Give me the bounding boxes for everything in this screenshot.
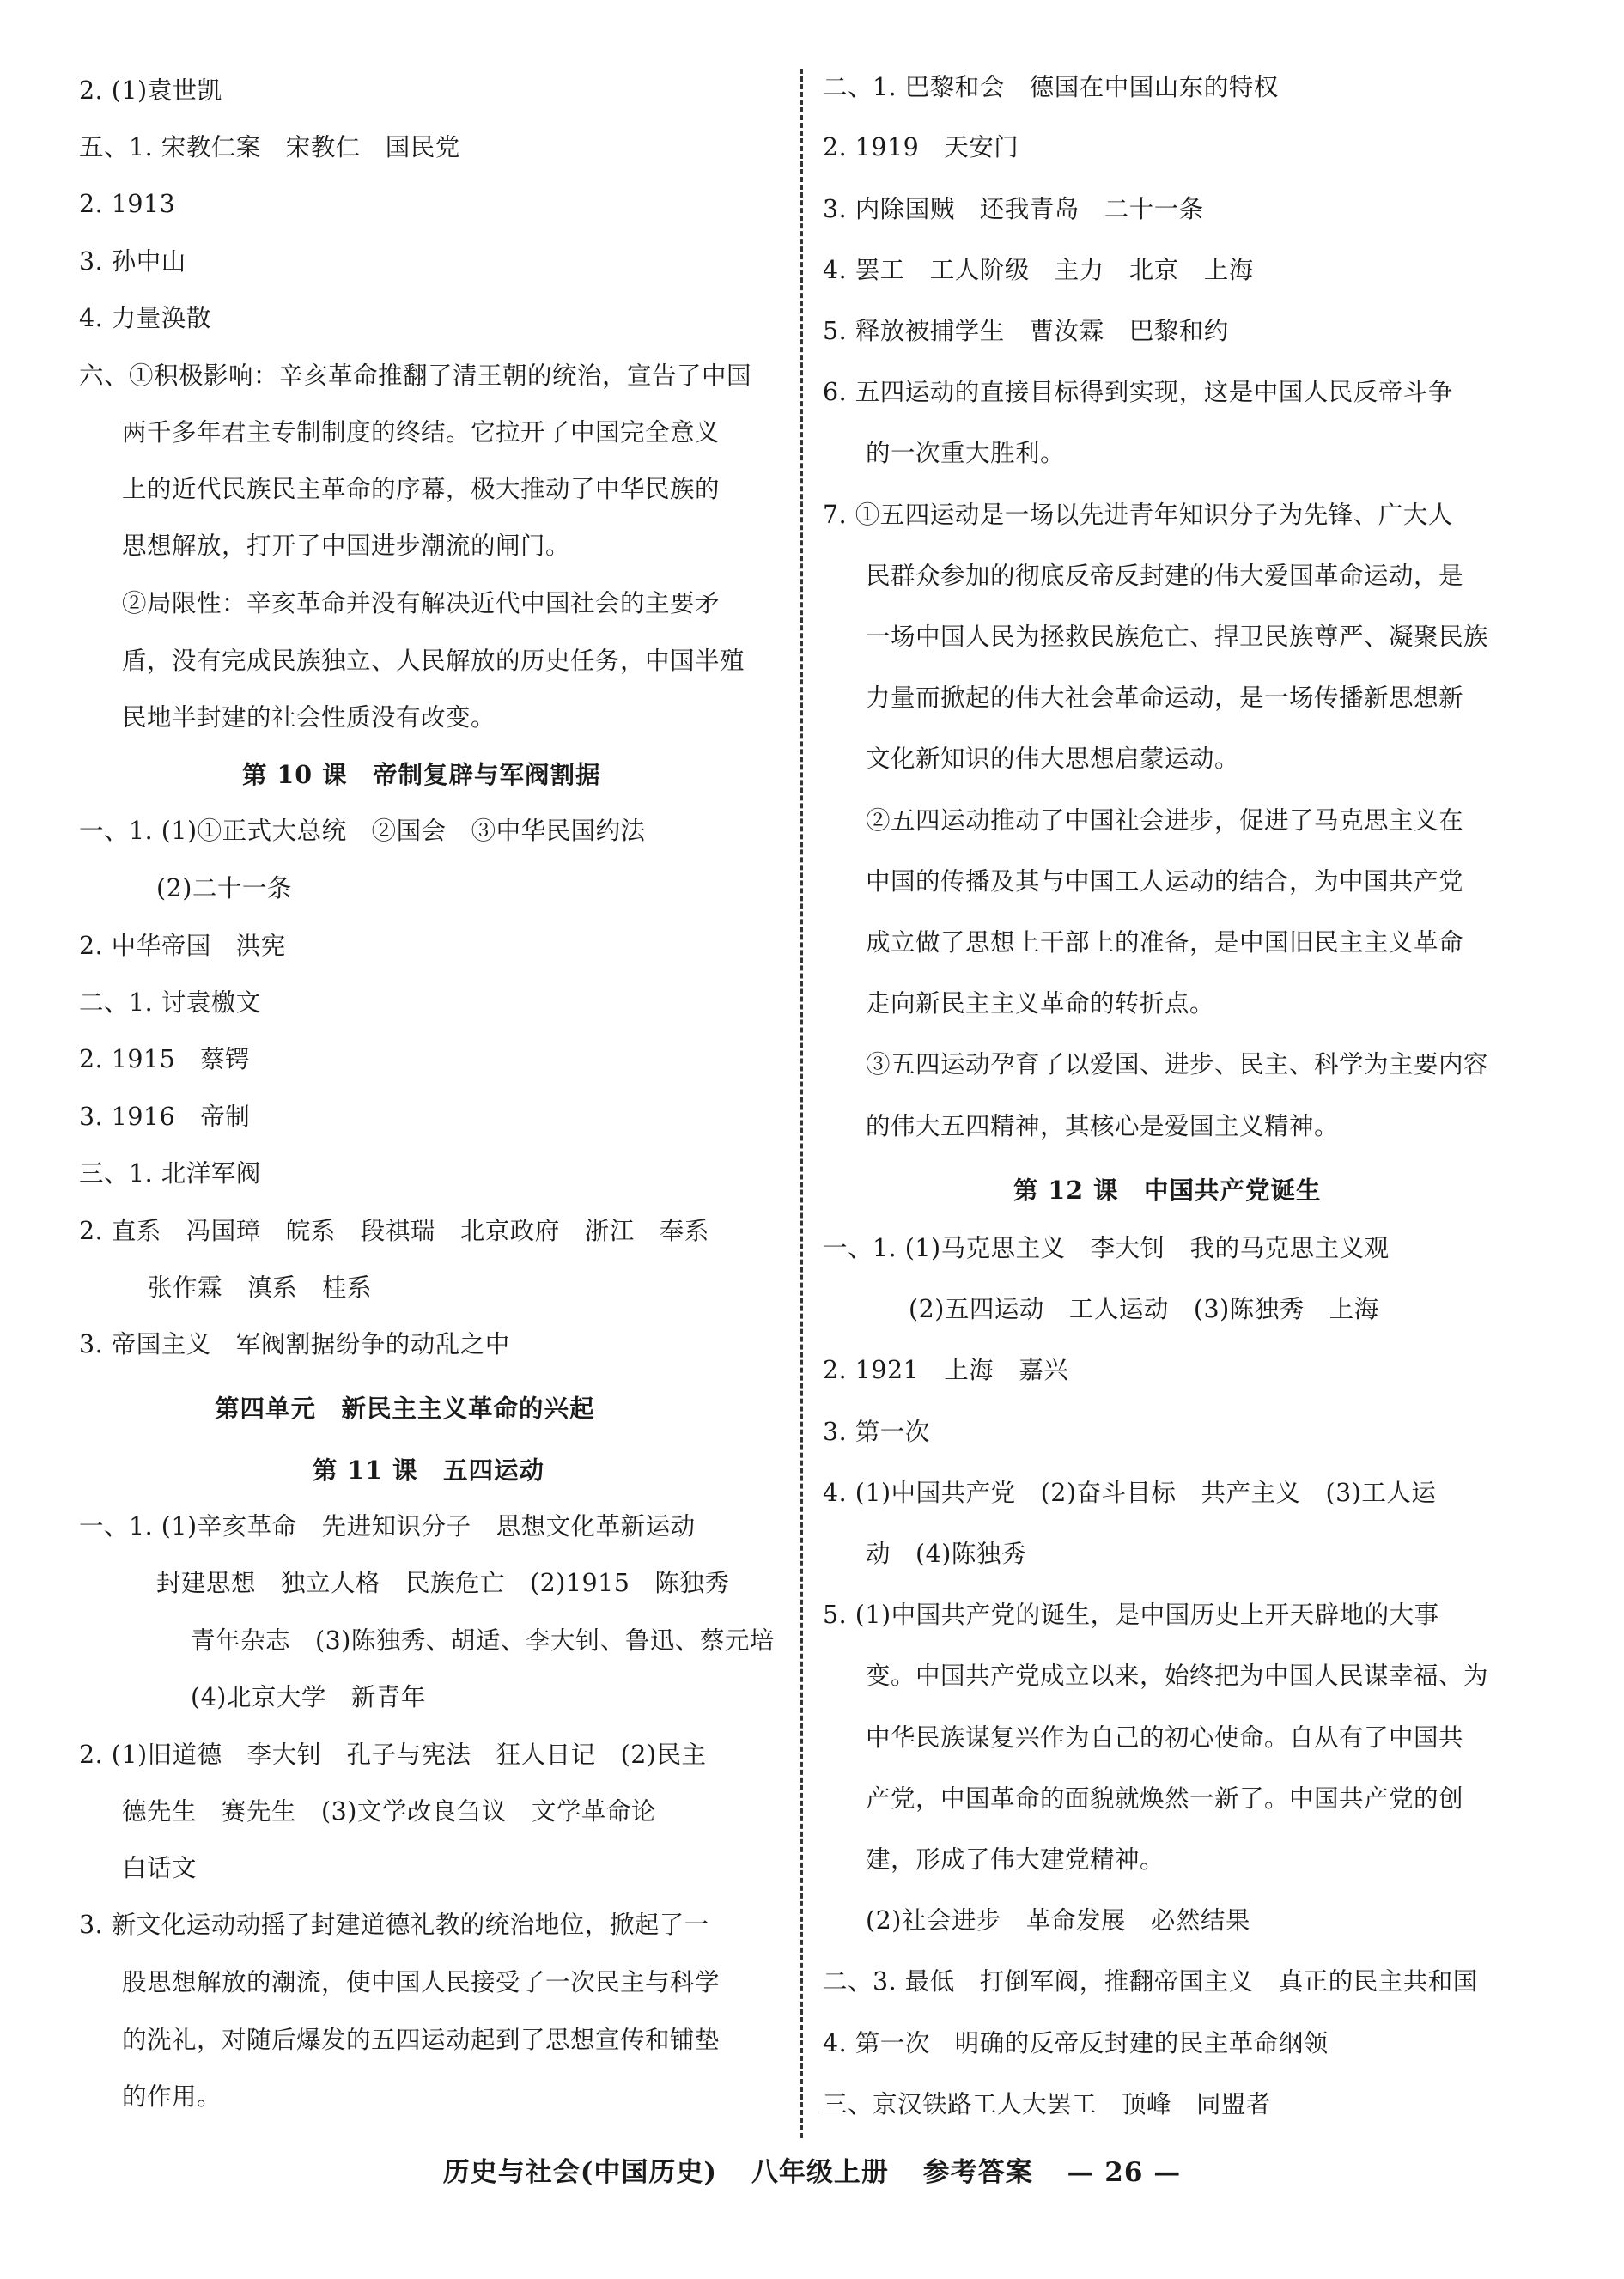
answer-line: 6. 五四运动的直接目标得到实现，这是中国人民反帝斗争 xyxy=(823,378,1453,406)
answer-line: 4. 力量涣散 xyxy=(79,304,211,332)
answer-line: 三、京汉铁路工人大罢工 顶峰 同盟者 xyxy=(823,2090,1272,2118)
answer-line: 走向新民主主义革命的转折点。 xyxy=(866,989,1215,1018)
answer-line: 3. 帝国主义 军阀割据纷争的动乱之中 xyxy=(79,1330,510,1358)
answer-line: 2. (1)袁世凯 xyxy=(79,76,222,105)
answer-line: 二、1. 讨袁檄文 xyxy=(79,988,261,1017)
answer-line: 六、①积极影响：辛亥革命推翻了清王朝的统治，宣告了中国 xyxy=(79,362,752,390)
answer-line: 3. 新文化运动动摇了封建道德礼教的统治地位，掀起了一 xyxy=(79,1911,709,1939)
lesson-heading: 第 10 课 帝制复辟与军阀割据 xyxy=(242,760,601,789)
answer-line: 股思想解放的潮流，使中国人民接受了一次民主与科学 xyxy=(122,1968,721,1996)
answer-line: 三、1. 北洋军阀 xyxy=(79,1159,261,1188)
answer-line: 两千多年君主专制制度的终结。它拉开了中国完全意义 xyxy=(122,418,721,447)
answer-line: 文化新知识的伟大思想启蒙运动。 xyxy=(866,744,1240,773)
answer-line: 思想解放，打开了中国进步潮流的闸门。 xyxy=(122,532,571,560)
answer-line: (4)北京大学 新青年 xyxy=(191,1683,426,1711)
answer-line: ②五四运动推动了中国社会进步，促进了马克思主义在 xyxy=(866,806,1464,835)
answer-line: 青年杂志 (3)陈独秀、胡适、李大钊、鲁迅、蔡元培 xyxy=(191,1626,775,1655)
answer-line: 二、3. 最低 打倒军阀，推翻帝国主义 真正的民主共和国 xyxy=(823,1967,1478,1996)
answer-line: ③五四运动孕育了以爱国、进步、民主、科学为主要内容 xyxy=(866,1050,1489,1079)
answer-line: 4. 第一次 明确的反帝反封建的民主革命纲领 xyxy=(823,2029,1329,2057)
answer-line: 3. 1916 帝制 xyxy=(79,1103,251,1131)
answer-line: 4. 罢工 工人阶级 主力 北京 上海 xyxy=(823,256,1254,284)
answer-line: 的一次重大胜利。 xyxy=(866,439,1066,467)
answer-line: 5. (1)中国共产党的诞生，是中国历史上开天辟地的大事 xyxy=(823,1601,1439,1629)
answer-line: 五、1. 宋教仁案 宋教仁 国民党 xyxy=(79,133,460,161)
answer-line: 民群众参加的彻底反帝反封建的伟大爱国革命运动，是 xyxy=(866,562,1464,590)
answer-line: 7. ①五四运动是一场以先进青年知识分子为先锋、广大人 xyxy=(823,501,1453,529)
page-footer xyxy=(0,2155,1624,2190)
answer-line: 二、1. 巴黎和会 德国在中国山东的特权 xyxy=(823,73,1279,101)
answer-line: 一、1. (1)马克思主义 李大钊 我的马克思主义观 xyxy=(823,1234,1390,1262)
answer-line: 成立做了思想上干部上的准备，是中国旧民主主义革命 xyxy=(866,928,1464,957)
answer-line: (2)五四运动 工人运动 (3)陈独秀 上海 xyxy=(909,1295,1379,1323)
answer-line: 白话文 xyxy=(122,1854,198,1882)
answer-line: 2. 中华帝国 洪宪 xyxy=(79,932,286,960)
answer-line: 封建思想 独立人格 民族危亡 (2)1915 陈独秀 xyxy=(156,1569,730,1597)
answer-line: 的洗礼，对随后爆发的五四运动起到了思想宣传和铺垫 xyxy=(122,2026,721,2054)
answer-line: 民地半封建的社会性质没有改变。 xyxy=(122,703,496,732)
answer-line: 2. (1)旧道德 李大钊 孔子与宪法 狂人日记 (2)民主 xyxy=(79,1741,707,1769)
answer-line: 的作用。 xyxy=(122,2082,222,2111)
answer-line: 建，形成了伟大建党精神。 xyxy=(866,1845,1165,1874)
footer-grade: 八年级上册 xyxy=(751,2157,889,2188)
answer-line: 的伟大五四精神，其核心是爱国主义精神。 xyxy=(866,1112,1340,1140)
answer-line: 3. 第一次 xyxy=(823,1418,930,1446)
page-number: — 26 — xyxy=(1067,2157,1182,2188)
answer-line: 3. 孙中山 xyxy=(79,247,186,276)
answer-line: 2. 直系 冯国璋 皖系 段祺瑞 北京政府 浙江 奉系 xyxy=(79,1217,709,1245)
column-divider xyxy=(800,69,803,2138)
answer-line: 一、1. (1)①正式大总统 ②国会 ③中华民国约法 xyxy=(79,817,646,845)
lesson-heading: 第 12 课 中国共产党诞生 xyxy=(1013,1176,1322,1205)
footer-book-title: 历史与社会(中国历史) xyxy=(442,2157,718,2188)
answer-line: 5. 释放被捕学生 曹汝霖 巴黎和约 xyxy=(823,317,1229,345)
unit-heading: 第四单元 新民主主义革命的兴起 xyxy=(215,1394,595,1423)
answer-line: 2. 1915 蔡锷 xyxy=(79,1045,251,1073)
answer-line: 4. (1)中国共产党 (2)奋斗目标 共产主义 (3)工人运 xyxy=(823,1479,1437,1507)
answer-line: 3. 内除国贼 还我青岛 二十一条 xyxy=(823,195,1204,223)
answer-line: 张作霖 滇系 桂系 xyxy=(148,1273,373,1302)
answer-line: 盾，没有完成民族独立、人民解放的历史任务，中国半殖 xyxy=(122,647,745,675)
answer-line: ②局限性：辛亥革命并没有解决近代中国社会的主要矛 xyxy=(122,589,721,617)
answer-line: 上的近代民族民主革命的序幕，极大推动了中华民族的 xyxy=(122,475,721,503)
answer-line: 中国的传播及其与中国工人运动的结合，为中国共产党 xyxy=(866,867,1464,896)
answer-line: 2. 1913 xyxy=(79,190,176,218)
answer-line: 中华民族谋复兴作为自己的初心使命。自从有了中国共 xyxy=(866,1723,1464,1752)
lesson-heading: 第 11 课 五四运动 xyxy=(313,1456,545,1485)
answer-line: 产党，中国革命的面貌就焕然一新了。中国共产党的创 xyxy=(866,1784,1464,1813)
answer-line: 德先生 赛先生 (3)文学改良刍议 文学革命论 xyxy=(122,1797,656,1826)
answer-line: 力量而掀起的伟大社会革命运动，是一场传播新思想新 xyxy=(866,684,1464,712)
answer-line: 变。中国共产党成立以来，始终把为中国人民谋幸福、为 xyxy=(866,1662,1489,1690)
answer-line: 一场中国人民为拯救民族危亡、捍卫民族尊严、凝聚民族 xyxy=(866,623,1489,651)
answer-line: (2)二十一条 xyxy=(156,874,292,902)
answer-line: 2. 1921 上海 嘉兴 xyxy=(823,1356,1069,1384)
answer-line: (2)社会进步 革命发展 必然结果 xyxy=(866,1906,1250,1935)
footer-section: 参考答案 xyxy=(922,2157,1033,2188)
answer-line: 一、1. (1)辛亥革命 先进知识分子 思想文化革新运动 xyxy=(79,1512,696,1541)
answer-line: 2. 1919 天安门 xyxy=(823,133,1019,161)
answer-line: 动 (4)陈独秀 xyxy=(866,1540,1026,1568)
